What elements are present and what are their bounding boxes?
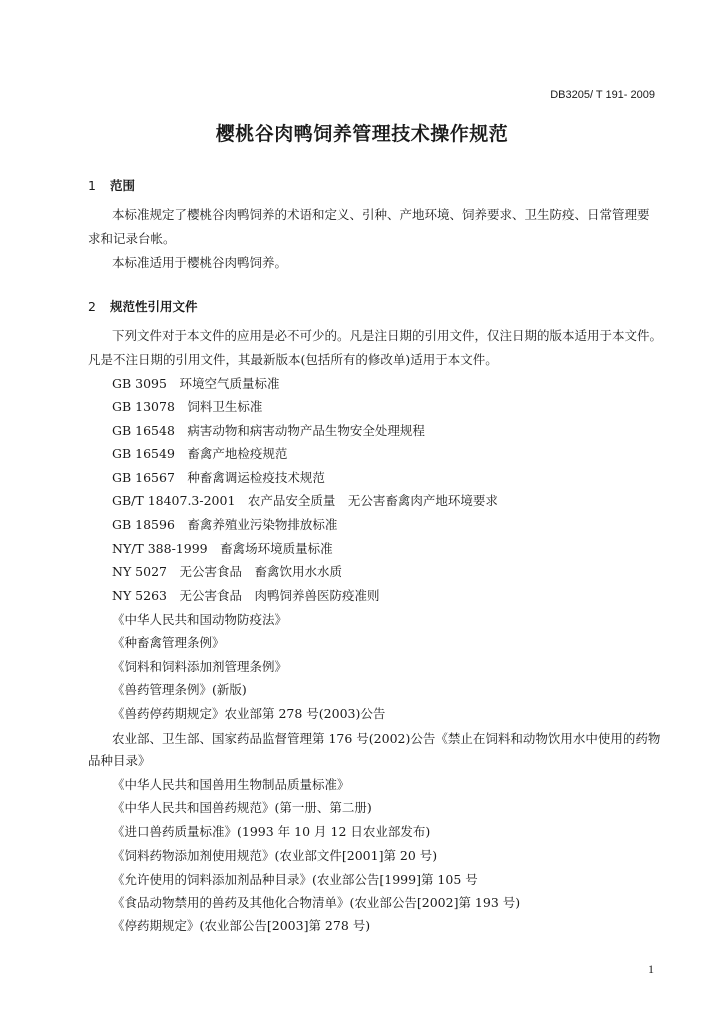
document-title: 樱桃谷肉鸭饲养管理技术操作规范 — [215, 123, 509, 145]
reference-item: GB 16567 种畜禽调运检疫技术规范 — [112, 470, 325, 485]
reference-item: 《食品动物禁用的兽药及其他化合物清单》(农业部公告[2002]第 193 号) — [112, 895, 521, 910]
section-1-heading — [88, 176, 135, 194]
refs-intro-line-1: 下列文件对于本文件的应用是必不可少的。凡是注日期的引用文件，仅注日期的版本适用于本文件。 — [112, 328, 663, 343]
scope-applicability: 本标准适用于樱桃谷肉鸭饲养。 — [112, 255, 288, 270]
reference-item: 《允许使用的饲料添加剂品种目录》(农业部公告[1999]第 105 号 — [112, 872, 478, 887]
reference-item: 《中华人民共和国兽用生物制品质量标准》 — [112, 777, 350, 792]
reference-item: GB 18596 畜禽养殖业污染物排放标准 — [112, 517, 338, 532]
reference-item: 《兽药停药期规定》农业部第 278 号(2003)公告 — [112, 706, 386, 721]
page-number: 1 — [648, 962, 654, 976]
reference-item: GB 16549 畜禽产地检疫规范 — [112, 446, 288, 461]
reference-item: GB/T 18407.3-2001 农产品安全质量 无公害畜禽肉产地环境要求 — [112, 493, 498, 508]
reference-item: NY/T 388-1999 畜禽场环境质量标准 — [112, 541, 333, 556]
section-2-number: 2 — [88, 299, 96, 314]
scope-paragraph-line-1: 本标准规定了樱桃谷肉鸭饲养的术语和定义、引种、产地环境、饲养要求、卫生防疫、日常管理要 — [112, 207, 650, 222]
reference-item: GB 3095 环境空气质量标准 — [112, 376, 280, 391]
reference-item: 《停药期规定》(农业部公告[2003]第 278 号) — [112, 918, 371, 933]
reference-item: 《饲料药物添加剂使用规范》(农业部文件[2001]第 20 号) — [112, 848, 438, 863]
reference-item: 《中华人民共和国动物防疫法》 — [112, 612, 288, 627]
section-2-heading — [88, 297, 198, 315]
reference-item: 《进口兽药质量标准》(1993 年 10 月 12 日农业部发布) — [112, 824, 431, 839]
section-2-title: 规范性引用文件 — [110, 299, 198, 314]
standard-code: DB3205/ T 191- 2009 — [550, 89, 655, 101]
reference-item: NY 5263 无公害食品 肉鸭饲养兽医防疫准则 — [112, 588, 380, 603]
reference-item: GB 13078 饲料卫生标准 — [112, 399, 263, 414]
reference-long-line-1: 农业部、卫生部、国家药品监督管理第 176 号(2002)公告《禁止在饲料和动物饮用水中使用的药物 — [112, 731, 661, 746]
scope-paragraph-line-2: 求和记录台帐。 — [88, 231, 176, 246]
section-1-number: 1 — [88, 178, 96, 193]
reference-item: 《种畜禽管理条例》 — [112, 635, 225, 650]
reference-long-line-2: 品种目录》 — [88, 753, 151, 768]
section-1-title: 范围 — [110, 178, 136, 193]
reference-item: NY 5027 无公害食品 畜禽饮用水水质 — [112, 564, 342, 579]
refs-intro-line-2: 凡是不注日期的引用文件，其最新版本(包括所有的修改单)适用于本文件。 — [88, 352, 498, 367]
reference-item: 《饲料和饲料添加剂管理条例》 — [112, 659, 288, 674]
reference-item: GB 16548 病害动物和病害动物产品生物安全处理规程 — [112, 423, 425, 438]
reference-item: 《兽药管理条例》(新版) — [112, 682, 247, 697]
reference-item: 《中华人民共和国兽药规范》(第一册、第二册) — [112, 800, 372, 815]
